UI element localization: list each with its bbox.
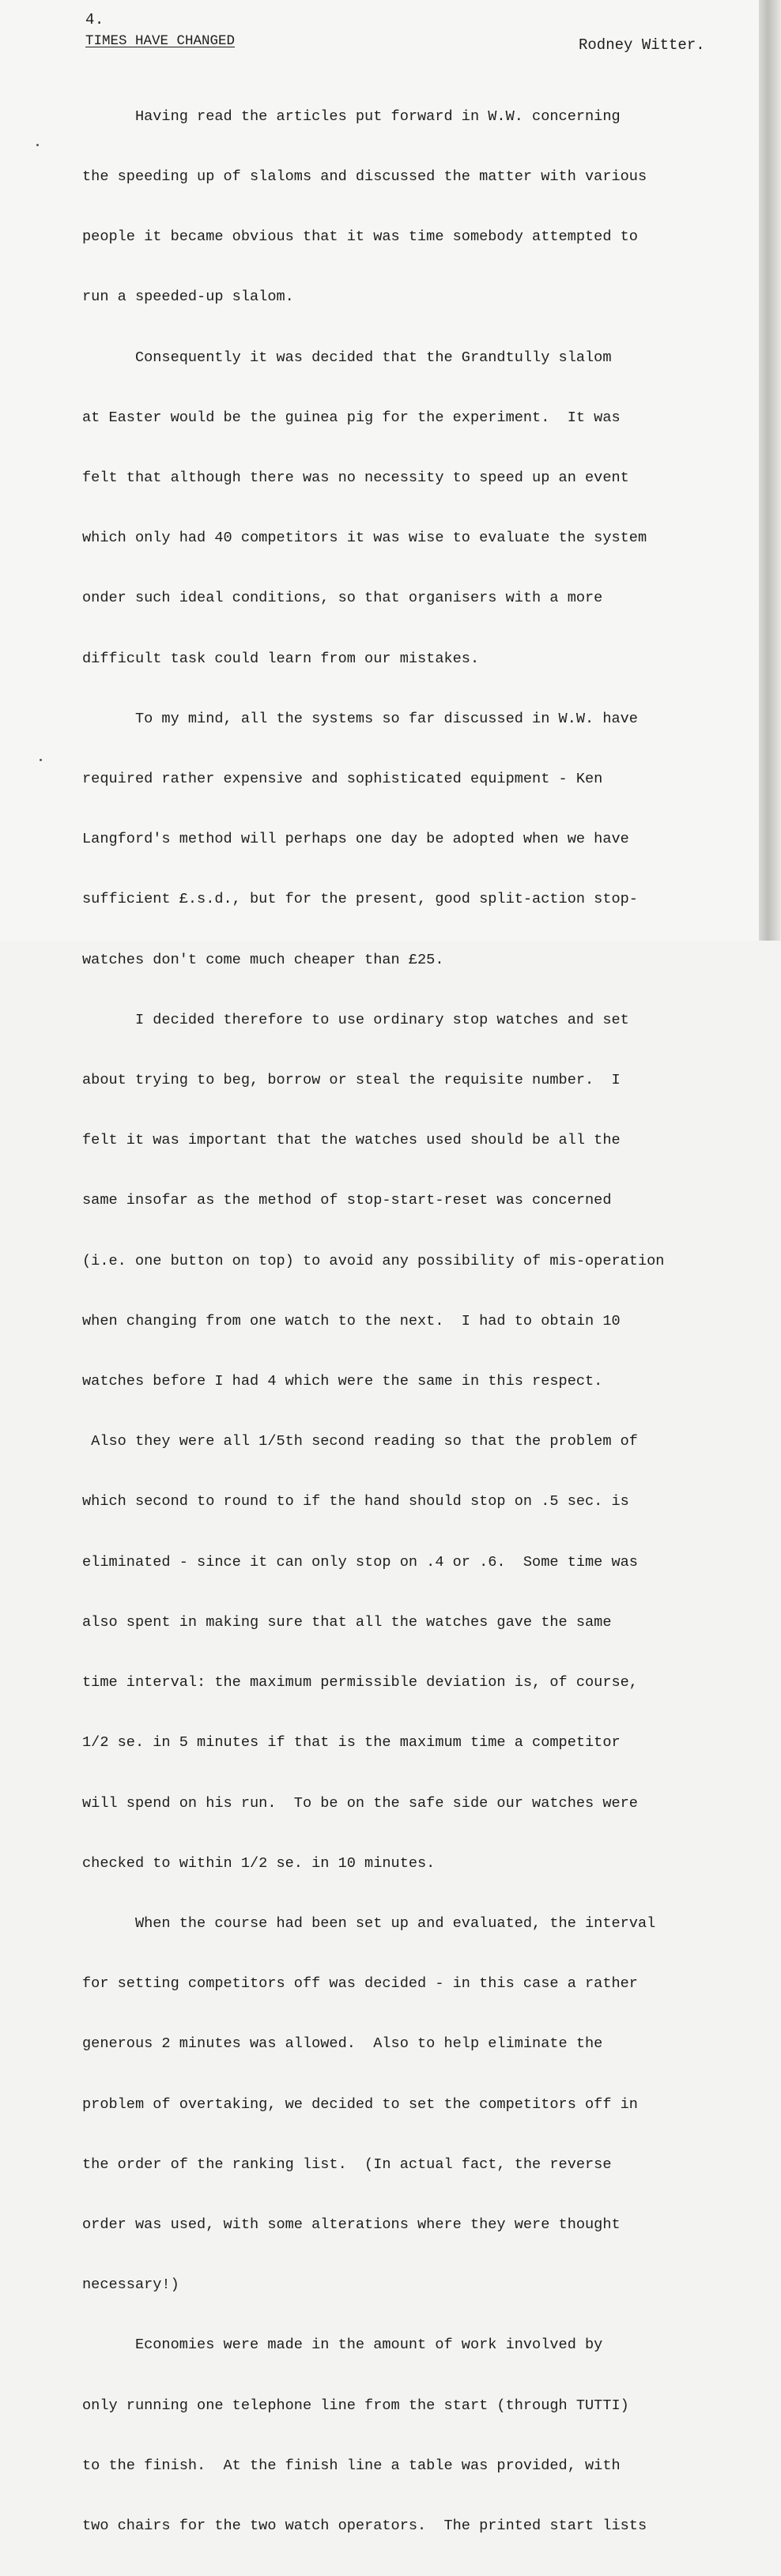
body-line: the speeding up of slaloms and discussed the matter with various — [82, 168, 647, 186]
body-line: generous 2 minutes was allowed. Also to help eliminate the — [82, 2035, 603, 2053]
body-line: Also they were all 1/5th second reading so that the problem of — [82, 1433, 638, 1450]
article-author: Rodney Witter. — [579, 36, 705, 54]
body-line: onder such ideal conditions, so that organisers with a more — [82, 590, 603, 607]
body-line: felt that although there was no necessity to speed up an event — [82, 470, 629, 487]
body-line: Economies were made in the amount of work involved by — [82, 2337, 603, 2354]
stray-mark — [40, 759, 42, 761]
body-line: Langford's method will perhaps one day be adopted when we have — [82, 831, 629, 848]
body-line: time interval: the maximum permissible deviation is, of course, — [82, 1674, 638, 1692]
body-line: checked to within 1/2 se. in 10 minutes. — [82, 1854, 436, 1872]
body-line: at Easter would be the guinea pig for the experiment. It was — [82, 409, 621, 426]
page-edge — [759, 0, 781, 941]
article-body — [82, 66, 754, 2576]
body-line: watches don't come much cheaper than £25. — [82, 951, 444, 968]
article-title: TIMES HAVE CHANGED — [85, 33, 236, 49]
body-line: When the course had been set up and evaluated, the interval — [82, 1914, 656, 1932]
body-line: for setting competitors off was decided - in this case a rather — [82, 1975, 638, 1993]
body-line: problem of overtaking, we decided to set the competitors off in — [82, 2095, 638, 2113]
body-line: which only had 40 competitors it was wise to evaluate the system — [82, 530, 647, 547]
body-line: Having read the articles put forward in W.W. concerning — [82, 107, 621, 125]
body-line: will spend on his run. To be on the safe side our watches were — [82, 1794, 638, 1812]
body-line: felt it was important that the watches used should be all the — [82, 1132, 621, 1149]
body-line: eliminated - since it can only stop on .4 or .6. Some time was — [82, 1553, 638, 1571]
body-line: Consequently it was decided that the Grandtully slalom — [82, 349, 612, 366]
body-line: order was used, with some alterations where they were thought — [82, 2216, 621, 2233]
body-line: required rather expensive and sophisticated equipment - Ken — [82, 771, 603, 788]
body-line: (i.e. one button on top) to avoid any possibility of mis-operation — [82, 1252, 665, 1269]
body-line: 1/2 se. in 5 minutes if that is the maximum time a competitor — [82, 1734, 621, 1752]
body-line: about trying to beg, borrow or steal the requisite number. I — [82, 1072, 621, 1089]
body-line: two chairs for the two watch operators. The printed start lists — [82, 2517, 647, 2534]
body-line: To my mind, all the systems so far discussed in W.W. have — [82, 710, 638, 727]
body-line: I decided therefore to use ordinary stop watches and set — [82, 1011, 629, 1028]
body-line: necessary!) — [82, 2276, 179, 2294]
body-line: when changing from one watch to the next. I had to obtain 10 — [82, 1312, 621, 1329]
body-line: difficult task could learn from our mistakes. — [82, 650, 480, 667]
body-line: sufficient £.s.d., but for the present, good split-action stop- — [82, 891, 638, 908]
body-line: the order of the ranking list. (In actual fact, the reverse — [82, 2155, 612, 2173]
body-line: only running one telephone line from the start (through TUTTI) — [82, 2397, 629, 2414]
page-number: 4. — [85, 11, 104, 28]
body-line: people it became obvious that it was time somebody attempted to — [82, 228, 638, 246]
stray-mark — [36, 144, 39, 146]
body-line: to the finish. At the finish line a table was provided, with — [82, 2457, 621, 2474]
body-line: which second to round to if the hand should stop on .5 sec. is — [82, 1493, 629, 1511]
body-line: run a speeded-up slalom. — [82, 289, 294, 306]
body-line: also spent in making sure that all the watches gave the same — [82, 1613, 612, 1631]
body-line: same insofar as the method of stop-start-reset was concerned — [82, 1192, 612, 1209]
body-line: watches before I had 4 which were the same in this respect. — [82, 1373, 603, 1390]
